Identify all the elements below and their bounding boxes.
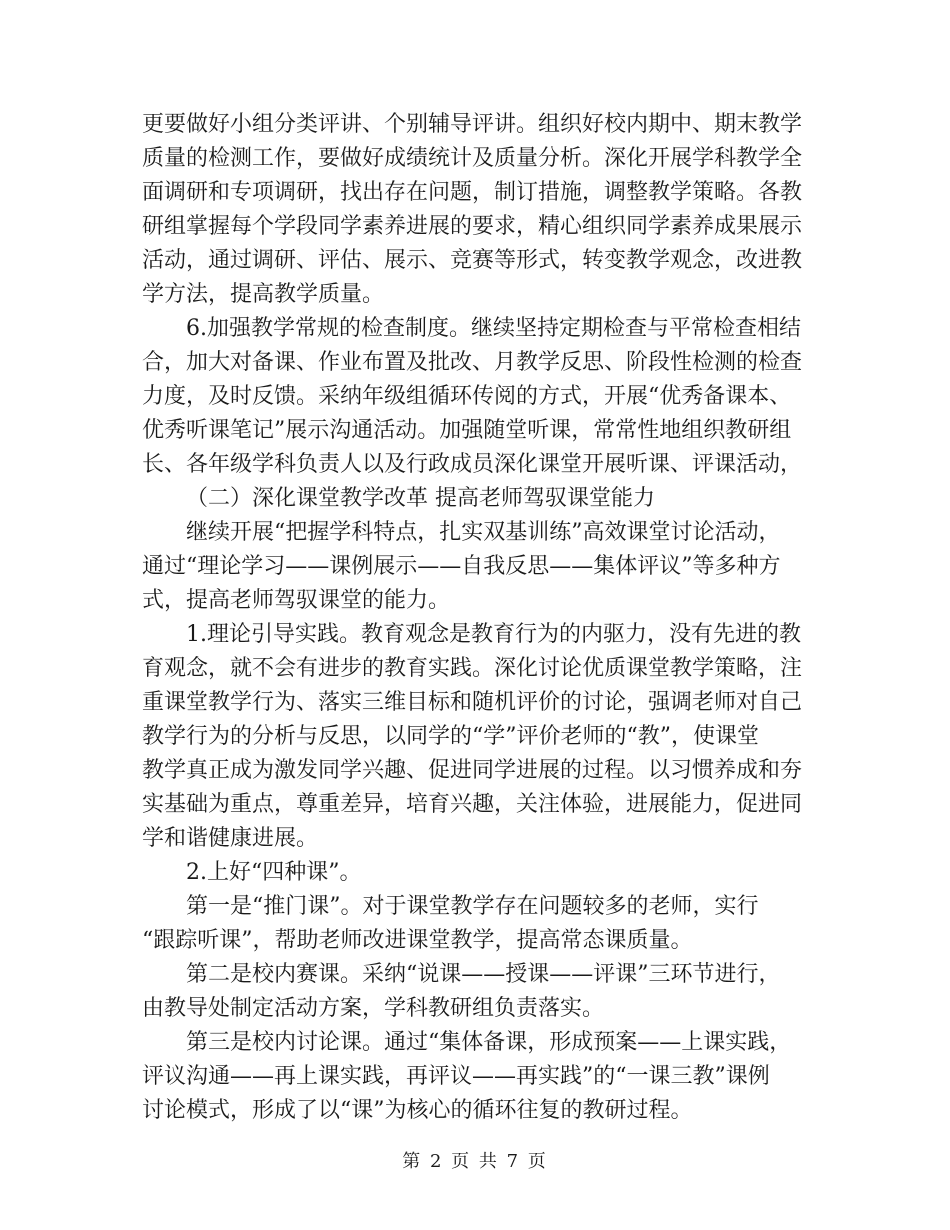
text-line: 讨论模式，形成了以“课”为核心的循环往复的教研过程。	[142, 1098, 693, 1123]
text-line: 重课堂教学行为、落实三维目标和随机评价的讨论，强调老师对自己	[142, 690, 803, 715]
text-line: 第三是校内讨论课。通过“集体备课，形成预案——上课实践，	[186, 1030, 792, 1055]
text-line: 第一是“推门课”。对于课堂教学存在问题较多的老师，实行	[186, 894, 759, 919]
text-line: 质量的检测工作，要做好成绩统计及质量分析。深化开展学科教学全	[142, 146, 803, 171]
text-line: 学和谐健康进展。	[142, 826, 319, 851]
text-line: 面调研和专项调研，找出存在问题，制订措施，调整教学策略。各教	[142, 180, 803, 205]
section-heading: （二）深化课堂教学改革 提高老师驾驭课堂能力	[186, 486, 655, 511]
text-line: 更要做好小组分类评讲、个别辅导评讲。组织好校内期中、期末教学	[142, 112, 803, 137]
text-line: 由教导处制定活动方案，学科教研组负责落实。	[142, 996, 605, 1021]
text-line: 优秀听课笔记”展示沟通活动。加强随堂听课，常常性地组织教研组	[142, 418, 792, 443]
text-line: 第二是校内赛课。采纳“说课——授课——评课”三环节进行，	[186, 962, 781, 987]
text-line: 合，加大对备课、作业布置及批改、月教学反思、阶段性检测的检查	[142, 350, 803, 375]
text-line: 教学行为的分析与反思，以同学的“学”评价老师的“教”，使课堂	[142, 724, 759, 749]
text-line: 研组掌握每个学段同学素养进展的要求，精心组织同学素养成果展示	[142, 214, 803, 239]
text-line: 通过“理论学习——课例展示——自我反思——集体评议”等多种方	[142, 554, 781, 579]
text-line: 式，提高老师驾驭课堂的能力。	[142, 588, 451, 613]
text-line: 评议沟通——再上课实践，再评议——再实践”的“一课三教”课例	[142, 1064, 770, 1089]
text-line: 学方法，提高教学质量。	[142, 282, 385, 307]
text-line: 育观念，就不会有进步的教育实践。深化讨论优质课堂教学策略，注	[142, 656, 803, 681]
text-line: 2.上好“四种课”。	[186, 860, 362, 885]
text-line: “跟踪听课”，帮助老师改进课堂教学，提高常态课质量。	[142, 928, 693, 953]
text-line: 1.理论引导实践。教育观念是教育行为的内驱力，没有先进的教	[186, 622, 801, 647]
text-line: 教学真正成为激发同学兴趣、促进同学进展的过程。以习惯养成和夯	[142, 758, 803, 783]
text-line: 实基础为重点，尊重差异，培育兴趣，关注体验，进展能力，促进同	[142, 792, 803, 817]
text-line: 活动，通过调研、评估、展示、竞赛等形式，转变教学观念，改进教	[142, 248, 803, 273]
text-line: 力度，及时反馈。采纳年级组循环传阅的方式，开展“优秀备课本、	[142, 384, 792, 409]
text-line: 长、各年级学科负责人以及行政成员深化课堂开展听课、评课活动，	[142, 452, 803, 477]
text-line: 6.加强教学常规的检查制度。继续坚持定期检查与平常检查相结	[186, 316, 801, 341]
page-footer: 第 2 页 共 7 页	[402, 1151, 548, 1172]
text-line: 继续开展“把握学科特点，扎实双基训练”高效课堂讨论活动，	[186, 520, 781, 545]
